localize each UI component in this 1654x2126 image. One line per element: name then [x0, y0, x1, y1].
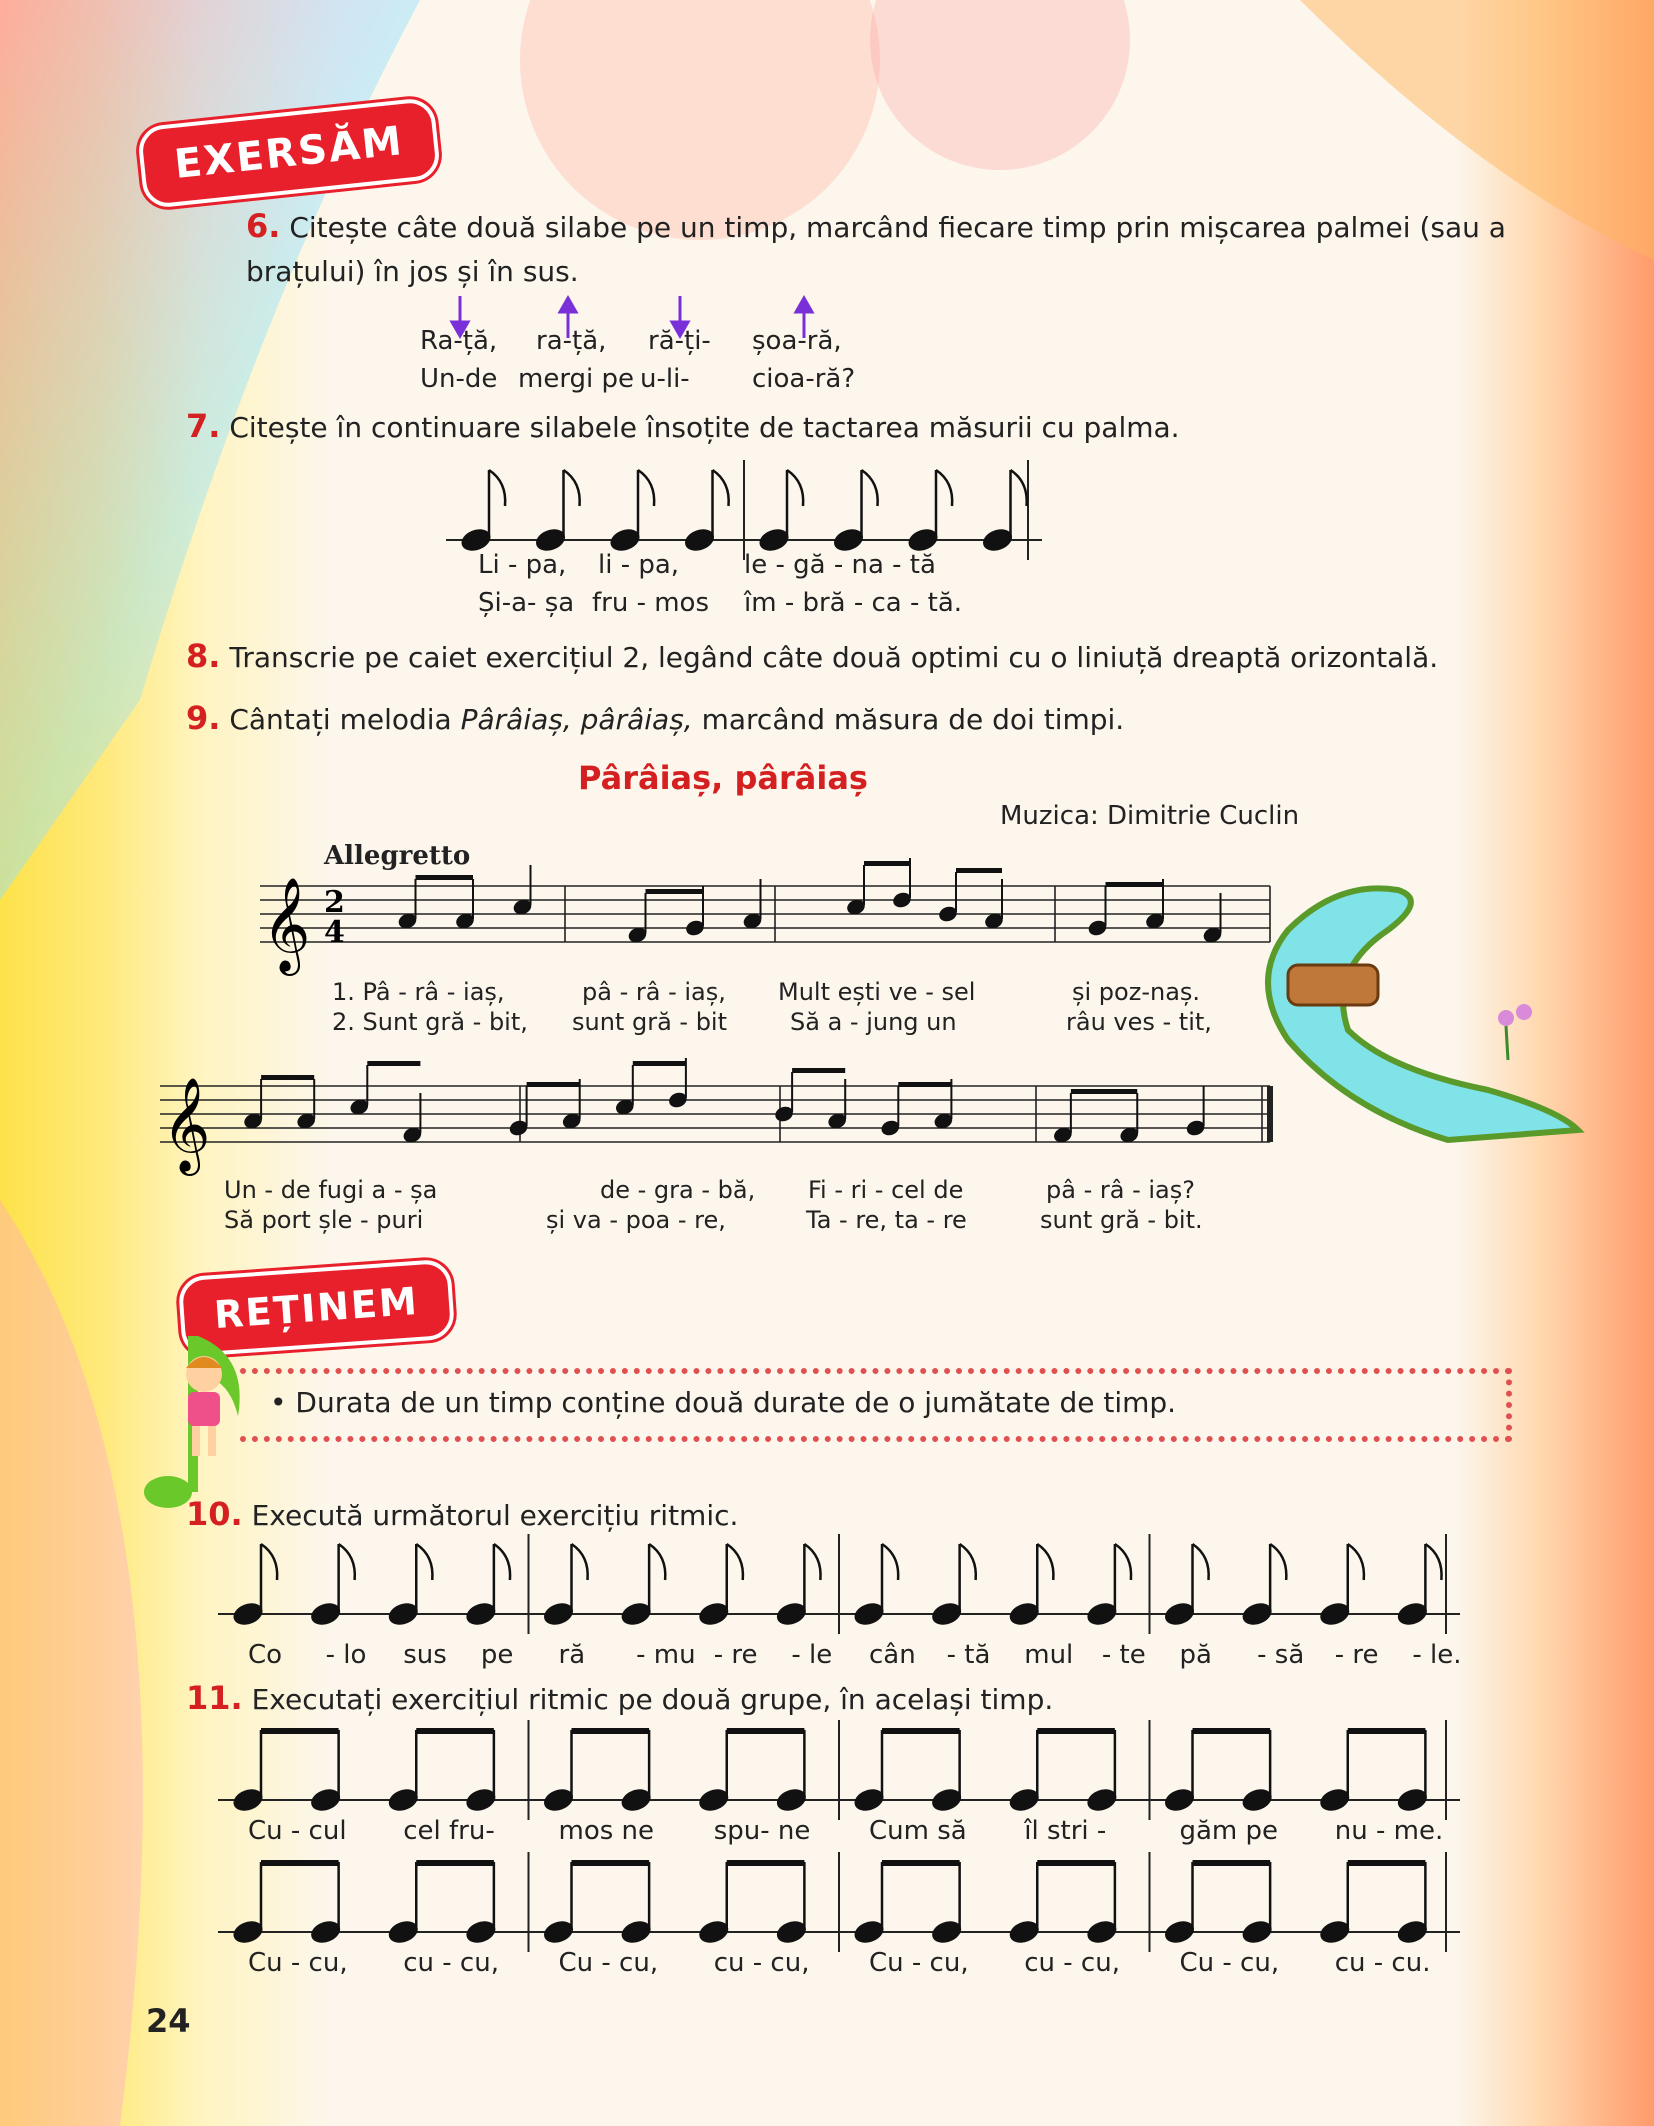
ex10-syllable: ră — [558, 1640, 586, 1670]
treble-clef-icon: 𝄞 — [262, 877, 311, 972]
ex8-number: 8. — [186, 637, 221, 675]
ex7-text: Citește în continuare silabele însoțite de tactarea măsurii cu palma. — [229, 411, 1180, 444]
ex11-syllable: Cu - cu, — [248, 1948, 348, 1978]
ex11-syllable: Cu - cu, — [1179, 1948, 1280, 1978]
note-beam — [1348, 1860, 1426, 1866]
song-s1-v2-4: râu ves - tit, — [1066, 1008, 1212, 1036]
ex11-syllable: cel fru- — [403, 1816, 495, 1846]
ex10-syllable: - tă — [946, 1640, 991, 1670]
ex10-syllable: - le. — [1412, 1640, 1462, 1670]
song-s2-v1-2: de - gra - bă, — [600, 1176, 756, 1204]
song-composer: Muzica: Dimitrie Cuclin — [1000, 801, 1300, 831]
ex10-syllable: cân — [869, 1640, 916, 1670]
song-s1-v2-1: 2. Sunt gră - bit, — [332, 1008, 528, 1036]
ex6-syl-2-4: cioa-ră? — [752, 364, 856, 394]
note-beam — [1037, 1860, 1115, 1866]
ex9-text-c: marcând măsura de doi timpi. — [692, 703, 1125, 736]
ex10-syllable: - mu — [636, 1640, 696, 1670]
ex10-syllable: - te — [1101, 1640, 1146, 1670]
song-s2-v1-3: Fi - ri - cel de — [808, 1176, 964, 1204]
ex6-syl-1-3: ră-ți- — [648, 326, 711, 356]
ex11-syllable: cu - cu. — [1334, 1948, 1431, 1978]
ex9-text-a: Cântați melodia — [229, 703, 461, 736]
ex10-syllable: - re — [1334, 1640, 1379, 1670]
ex10-number: 10. — [186, 1495, 243, 1533]
ex11-syllable: cu - cu, — [1024, 1948, 1120, 1978]
ex10-syllable: - lo — [325, 1640, 367, 1670]
song-s1-v1-3: Mult ești ve - sel — [778, 978, 976, 1006]
ex11-syllable: Cum să — [869, 1816, 967, 1846]
ex11-syllable: cu - cu, — [403, 1948, 499, 1978]
note-beam — [882, 1860, 960, 1866]
ex8-text: Transcrie pe caiet exercițiul 2, legând câte două optimi cu o liniuță dreaptă orizontală. — [229, 641, 1439, 674]
ex7-lyr-2-1: Și-a- șa — [478, 588, 575, 618]
ex6-syl-2-2: mergi pe — [518, 364, 635, 394]
ex11-text: Executați exercițiul ritmic pe două grupe, în același timp. — [251, 1683, 1054, 1716]
ex10-syllable: - să — [1257, 1640, 1305, 1670]
ex6-text-line1: Citește câte două silabe pe un timp, marcând fiecare timp prin mișcarea palmei (sau a — [289, 211, 1506, 244]
ex10-syllable: pe — [480, 1640, 514, 1670]
note-beam — [1193, 1860, 1271, 1866]
ex6-syl-1-4: șoa-ră, — [752, 326, 842, 356]
song-s2-v2-3: Ta - re, ta - re — [806, 1206, 967, 1234]
ex10-syllable: Co — [248, 1640, 283, 1670]
ex6-syl-2-3: u-li- — [640, 364, 690, 394]
song-s1-v2-2: sunt gră - bit — [572, 1008, 728, 1036]
note-beam — [261, 1860, 339, 1866]
treble-clef-icon-2: 𝄞 — [162, 1077, 211, 1172]
ex7-lyr-2-3: îm - bră - ca - tă. — [744, 588, 963, 618]
song-s1-v1-1: 1. Pâ - râ - iaș, — [332, 978, 505, 1006]
ex6-syl-1-1: Ra-ță, — [420, 326, 498, 356]
ex11-syllable: cu - cu, — [713, 1948, 810, 1978]
ex11-syllable: Cu - cul — [248, 1816, 347, 1846]
ex6-number: 6. — [246, 207, 281, 245]
song-s1-v1-4: și poz-naș. — [1072, 978, 1201, 1006]
retinem-text: • Durata de un timp conține două durate de o jumătate de timp. — [270, 1386, 1177, 1419]
song-s2-v2-2: și va - poa - re, — [546, 1206, 726, 1234]
ex7-lyr-1-1: Li - pa, — [478, 550, 567, 580]
ex6-text-line2: brațului) în jos și în sus. — [246, 255, 579, 288]
song-s2-v2-1: Să port șle - puri — [224, 1206, 424, 1234]
song-s1-v1-2: pâ - râ - iaș, — [582, 978, 726, 1006]
ex11-syllable: găm pe — [1179, 1816, 1279, 1846]
song-title: Pârâiaș, pârâiaș — [578, 759, 868, 797]
ex11-number: 11. — [186, 1679, 243, 1717]
ex9-number: 9. — [186, 699, 221, 737]
ex10-text: Execută următorul exercițiu ritmic. — [251, 1499, 739, 1532]
time-sig-top: 2 — [324, 885, 345, 920]
ex7-lyr-1-3: le - gă - na - tă — [744, 550, 936, 580]
time-sig-bottom: 4 — [324, 915, 345, 950]
ex10-syllable: sus — [403, 1640, 447, 1670]
ex11-syllable: Cu - cu, — [558, 1948, 659, 1978]
note-beam — [416, 1860, 494, 1866]
ex10-syllable: pă — [1179, 1640, 1212, 1670]
song-s1-v2-3: Să a - jung un — [790, 1008, 957, 1036]
song-s2-v1-4: pâ - râ - iaș? — [1046, 1176, 1195, 1204]
ex7-number: 7. — [186, 407, 221, 445]
ex7-lyr-2-2: fru - mos — [592, 588, 710, 618]
ex11-syllable: îl stri - — [1024, 1816, 1107, 1846]
ex9-song-name: Pârâiaș, pârâiaș, — [460, 703, 693, 736]
note-beam — [727, 1860, 805, 1866]
ex11-syllable: Cu - cu, — [869, 1948, 969, 1978]
ex6-syl-2-1: Un-de — [420, 364, 498, 394]
ex11-syllable: spu- ne — [713, 1816, 811, 1846]
ex10-syllable: mul — [1024, 1640, 1074, 1670]
note-beam — [572, 1860, 650, 1866]
song-s2-v2-4: sunt gră - bit. — [1040, 1206, 1203, 1234]
song-tempo: Allegretto — [324, 841, 471, 871]
ex6-syl-1-2: ra-ță, — [536, 326, 607, 356]
exersam-tag: EXERSĂM — [137, 97, 442, 210]
ex7-lyr-1-2: li - pa, — [598, 550, 680, 580]
page-number: 24 — [146, 2002, 191, 2040]
retinem-tag: REȚINEM — [178, 1259, 456, 1358]
ex11-syllable: mos ne — [558, 1816, 655, 1846]
song-s2-v1-1: Un - de fugi a - șa — [224, 1176, 438, 1204]
ex10-syllable: - re — [713, 1640, 758, 1670]
ex10-syllable: - le — [791, 1640, 833, 1670]
ex11-syllable: nu - me. — [1334, 1816, 1444, 1846]
